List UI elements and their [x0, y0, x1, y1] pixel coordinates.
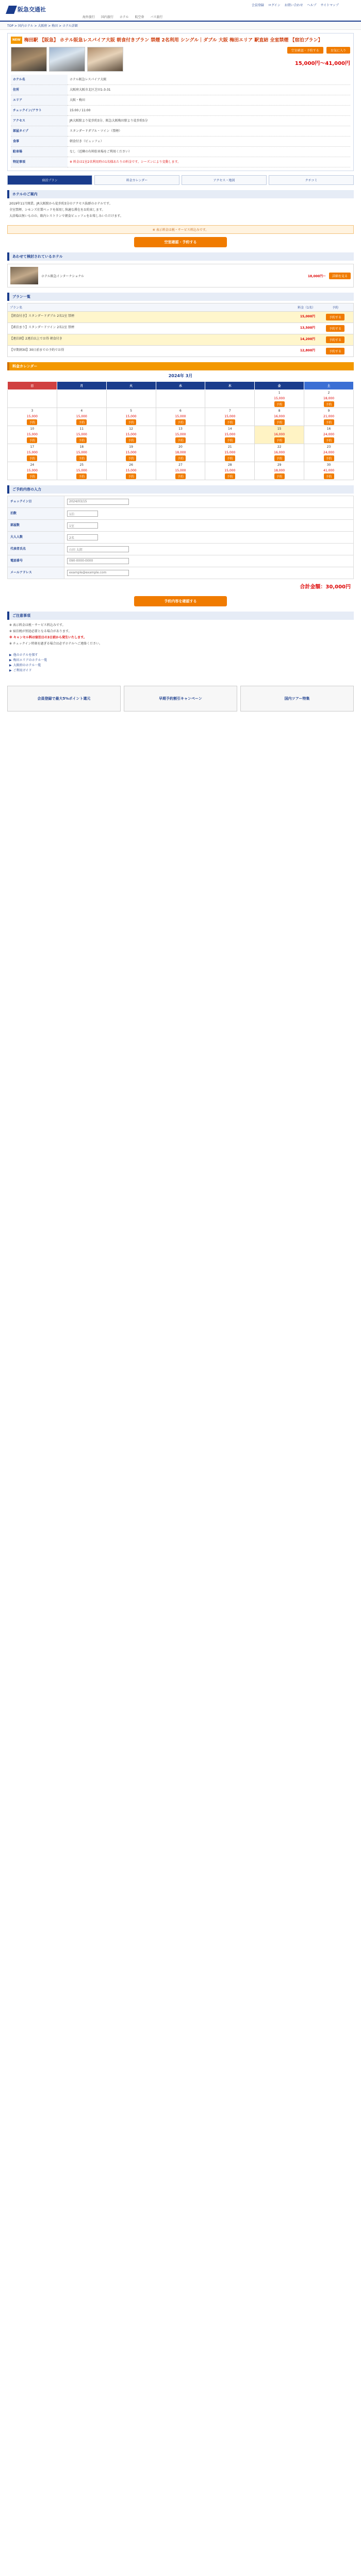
plans-section — [7, 293, 354, 357]
day-price: 15,000 — [224, 433, 236, 436]
plan-name[interactable]: 【素泊まり】スタンダードツイン 2名1室 禁煙 — [10, 326, 74, 329]
calendar-day — [205, 390, 255, 408]
day-book-button[interactable]: 予約 — [225, 419, 235, 425]
plan-name[interactable]: 【早期割30】30日前までの予約でお得 — [10, 348, 64, 352]
plan-price: 15,000円 — [300, 315, 315, 318]
day-number: 11 — [79, 427, 84, 431]
calendar-week — [8, 462, 354, 480]
day-number: 4 — [80, 409, 83, 413]
plan-book-button[interactable]: 予約する — [326, 348, 344, 354]
name-input[interactable]: 山田 太郎 — [67, 546, 129, 552]
hotel-tabs — [7, 175, 354, 185]
plan-row — [7, 323, 354, 334]
calendar-day[interactable] — [57, 462, 106, 480]
day-book-button[interactable]: 予約 — [126, 437, 136, 443]
top-menu-item[interactable]: 国内旅行 — [101, 15, 113, 19]
related-hotel-price: 18,000円～ — [307, 274, 326, 278]
promo-banner[interactable]: 会員登録で最大5%ポイント還元 — [7, 686, 121, 711]
calendar-body — [8, 390, 354, 480]
calendar-day[interactable] — [255, 462, 304, 480]
calendar-week — [8, 444, 354, 462]
day-number: 6 — [179, 409, 182, 413]
day-price: 15,000 — [125, 469, 137, 472]
notes-text: ※ 表示料金は税・サービス料込みです。 ※ 宿泊税が別途必要となる場合があります。 ※ キャンセル料は宿泊日の3日前から発生いたします。 ※ チェックイン時刻を過ぎる場合は必ずホテルへご連絡ください。 — [9, 623, 103, 646]
check-availability-button[interactable]: 空室確認・予約する — [134, 237, 227, 247]
calendar-day[interactable] — [106, 408, 156, 426]
calendar-day[interactable] — [304, 426, 354, 444]
favorite-button[interactable]: お気に入り — [326, 47, 350, 54]
day-book-button[interactable]: 予約 — [76, 455, 87, 461]
calendar-week — [8, 390, 354, 408]
section-heading: あわせて検討されているホテル — [7, 252, 354, 261]
detail-row: 駐車場 なし（近隣の有料駐車場をご利用ください） — [11, 147, 350, 157]
calendar-month: 2024年 3月 — [168, 374, 193, 378]
day-price: 15,000 — [76, 415, 87, 418]
price-calendar — [7, 381, 354, 480]
day-book-button[interactable]: 予約 — [274, 401, 285, 407]
arrow-icon: ▶ — [9, 653, 12, 657]
day-price: 15,000 — [26, 469, 38, 472]
day-number: 18 — [79, 445, 84, 449]
related-link[interactable]: ▶ 梅田エリアのホテル一覧 — [9, 658, 47, 662]
hotel-photo[interactable] — [49, 47, 85, 72]
day-book-button[interactable]: 予約 — [175, 473, 186, 479]
related-section — [7, 252, 354, 287]
header-link[interactable]: ログイン — [268, 4, 281, 7]
notes-section — [7, 612, 354, 675]
day-price: 15,000 — [125, 415, 137, 418]
plan-row — [7, 346, 354, 357]
day-number: 30 — [326, 463, 331, 467]
related-link[interactable]: ▶ ご利用ガイド — [9, 669, 32, 672]
hotel-photo[interactable] — [87, 47, 123, 72]
detail-row: 部屋タイプ スタンダードダブル・ツイン（禁煙） — [11, 126, 350, 137]
day-price: 15,000 — [26, 433, 38, 436]
day-number: 22 — [277, 445, 282, 449]
day-number: 16 — [326, 427, 331, 431]
tab-calendar[interactable]: 料金カレンダー — [94, 175, 179, 185]
day-book-button[interactable]: 予約 — [225, 455, 235, 461]
detail-row: チェックイン/アウト 15:00 / 11:00 — [11, 106, 350, 116]
day-price: 15,000 — [224, 469, 236, 472]
calendar-section — [7, 362, 354, 480]
hotel-title: NEW 梅田駅 【阪急】 ホテル阪急レスパイア大阪 朝食付きプラン 禁煙 2名利用 シングル｜ダブル 大阪 梅田エリア 駅直結 全室禁煙 【宿泊プラン】 — [11, 37, 350, 44]
day-number: 28 — [227, 463, 232, 467]
day-book-button[interactable]: 予約 — [274, 419, 285, 425]
day-book-button[interactable]: 予約 — [76, 473, 87, 479]
day-price: 15,000 — [175, 433, 186, 436]
day-price: 15,000 — [175, 469, 186, 472]
top-menu-item[interactable]: ホテル — [119, 15, 129, 19]
day-price: 15,000 — [26, 451, 38, 454]
about-text: 2019年11月開業。JR大阪駅から徒歩約3分のアクセス抜群のホテルです。 全室禁煙、シモンズ社製ベッドを採用し快適な滞在をお約束します。 大浴場は無いものの、館内レストランで朝食ビュッフェをお楽しみいただけます。 — [9, 202, 123, 218]
day-number: 14 — [227, 427, 232, 431]
day-price: 24,000 — [323, 451, 335, 454]
calendar-day — [156, 390, 205, 408]
day-number: 26 — [129, 463, 133, 467]
price-range: 15,000円～41,000円 — [294, 61, 350, 66]
day-book-button[interactable]: 予約 — [76, 419, 87, 425]
calendar-day[interactable] — [8, 426, 57, 444]
top-menu-item[interactable]: 航空券 — [135, 15, 144, 19]
calendar-day[interactable] — [304, 444, 354, 462]
calendar-day[interactable] — [205, 444, 255, 462]
day-price: 15,000 — [26, 415, 38, 418]
day-book-button[interactable]: 予約 — [324, 401, 334, 407]
arrow-icon: ▶ — [9, 669, 12, 672]
day-price: 15,000 — [76, 433, 87, 436]
calendar-day[interactable] — [156, 426, 205, 444]
top-menu-item[interactable]: 海外旅行 — [83, 15, 95, 19]
book-button[interactable]: 空室確認・予約する — [287, 47, 323, 54]
related-hotel[interactable] — [7, 264, 354, 287]
plan-book-button[interactable]: 予約する — [326, 336, 344, 343]
calendar-day[interactable] — [156, 444, 205, 462]
total-price: 合計金額：30,000円 — [300, 584, 351, 590]
footer-banners — [0, 686, 361, 711]
related-hotel-name: ホテル阪急インターナショナル — [41, 274, 84, 278]
calendar-day[interactable] — [255, 408, 304, 426]
day-number: 5 — [130, 409, 133, 413]
detail-row: 住所 大阪府大阪市北区芝田1-3-31 — [11, 85, 350, 95]
calendar-day[interactable] — [156, 408, 205, 426]
related-link[interactable]: ▶ 他のホテルを探す — [9, 653, 38, 657]
day-book-button[interactable]: 予約 — [274, 437, 285, 443]
calendar-day[interactable] — [304, 408, 354, 426]
site-header — [0, 0, 361, 22]
day-number: 19 — [129, 445, 133, 449]
day-book-button[interactable]: 予約 — [225, 473, 235, 479]
day-price: 24,000 — [323, 433, 335, 436]
tab-reviews[interactable]: クチコミ — [269, 175, 354, 185]
day-price: 16,000 — [274, 451, 285, 454]
calendar-day[interactable] — [8, 462, 57, 480]
breadcrumb[interactable]: TOP > 国内ホテル > 大阪府 > 梅田 > ホテル詳細 — [0, 22, 361, 30]
phone-input[interactable]: 090-0000-0000 — [67, 558, 129, 564]
calendar-day[interactable] — [304, 462, 354, 480]
day-book-button[interactable]: 予約 — [175, 419, 186, 425]
day-number: 29 — [277, 463, 282, 467]
section-heading: ご注意事項 — [7, 612, 354, 620]
day-number: 15 — [277, 427, 282, 431]
plan-row — [7, 312, 354, 323]
calendar-day[interactable] — [8, 408, 57, 426]
calendar-day[interactable] — [156, 462, 205, 480]
day-book-button[interactable]: 予約 — [126, 419, 136, 425]
day-price: 15,000 — [224, 451, 236, 454]
calendar-day[interactable] — [255, 390, 304, 408]
day-number: 3 — [31, 409, 34, 413]
hotel-summary — [7, 33, 354, 171]
calendar-day[interactable] — [106, 462, 156, 480]
booking-section — [7, 485, 354, 606]
section-heading: ホテルのご案内 — [7, 190, 354, 198]
logo-icon — [6, 6, 17, 14]
day-price: 21,000 — [323, 415, 335, 418]
day-price: 15,000 — [125, 433, 137, 436]
hotel-photo[interactable] — [11, 47, 47, 72]
adults-select[interactable]: 2名 — [67, 534, 98, 540]
tab-access[interactable]: アクセス・地図 — [182, 175, 267, 185]
header-link[interactable]: ヘルプ — [307, 4, 317, 7]
day-number: 17 — [30, 445, 35, 449]
arrow-icon: ▶ — [9, 658, 12, 662]
related-hotel-photo — [10, 267, 38, 284]
nights-select[interactable]: 1泊 — [67, 511, 98, 517]
header-link[interactable]: サイトマップ — [320, 4, 339, 7]
detail-row: 特記事項 ※ 料金は1室2名利用時の1名様あたりの料金です。シーズンにより変動します。 — [11, 157, 350, 167]
new-badge: NEW — [11, 37, 22, 44]
calendar-day — [8, 390, 57, 408]
promo-banner[interactable]: 国内ツアー特集 — [240, 686, 354, 711]
day-price: 18,000 — [175, 451, 186, 454]
about-section — [7, 190, 354, 247]
day-book-button[interactable]: 予約 — [324, 473, 334, 479]
confirm-booking-button[interactable]: 予約内容を確認する — [134, 596, 227, 606]
day-number: 27 — [178, 463, 183, 467]
day-number: 25 — [79, 463, 84, 467]
section-heading: プラン一覧 — [7, 293, 354, 301]
section-heading: 料金カレンダー — [7, 362, 354, 370]
hotel-detail-table — [11, 75, 350, 167]
plan-price: 12,800円 — [300, 349, 315, 352]
detail-row: 食事 朝食付き（ビュッフェ） — [11, 137, 350, 147]
day-book-button[interactable]: 予約 — [126, 473, 136, 479]
plan-book-button[interactable]: 予約する — [326, 314, 344, 320]
day-price: 15,000 — [224, 415, 236, 418]
calendar-weekdays: 日 月 火 水 木 金 土 — [8, 382, 354, 390]
calendar-day[interactable] — [8, 444, 57, 462]
related-link[interactable]: ▶ 大阪府のホテル一覧 — [9, 664, 41, 667]
day-number: 21 — [227, 445, 232, 449]
day-price: 15,000 — [274, 397, 285, 400]
calendar-week — [8, 426, 354, 444]
plan-book-button[interactable]: 予約する — [326, 325, 344, 332]
photo-row — [11, 47, 350, 72]
day-book-button[interactable]: 予約 — [225, 437, 235, 443]
day-book-button[interactable]: 予約 — [126, 455, 136, 461]
plan-name[interactable]: 【朝食付き】スタンダードダブル 2名1室 禁煙 — [10, 314, 74, 318]
calendar-week — [8, 408, 354, 426]
day-number: 12 — [129, 427, 133, 431]
day-number: 9 — [327, 409, 330, 413]
day-price: 15,000 — [76, 451, 87, 454]
plan-price: 13,500円 — [300, 326, 315, 330]
day-price: 18,000 — [274, 469, 285, 472]
detail-row: ホテル名 ホテル阪急レスパイア大阪 — [11, 75, 350, 85]
related-links — [7, 651, 354, 675]
day-number: 7 — [228, 409, 231, 413]
detail-row: エリア 大阪・梅田 — [11, 95, 350, 106]
promo-banner[interactable]: 早期予約割引キャンペーン — [124, 686, 237, 711]
calendar-day[interactable] — [304, 390, 354, 408]
calendar-day[interactable] — [106, 426, 156, 444]
related-hotel-button[interactable]: 詳細を見る — [329, 273, 351, 279]
day-number: 8 — [278, 409, 281, 413]
day-number: 1 — [278, 391, 281, 395]
header-link[interactable]: 会員登録 — [252, 4, 265, 7]
day-price: 15,000 — [175, 415, 186, 418]
day-book-button[interactable]: 予約 — [274, 473, 285, 479]
header-link[interactable]: お問い合わせ — [284, 4, 303, 7]
plan-row — [7, 334, 354, 346]
main-content — [0, 30, 361, 675]
day-book-button[interactable]: 予約 — [76, 437, 87, 443]
calendar-day[interactable] — [57, 426, 106, 444]
booking-form: チェックイン日 2024/03/15 泊数 1泊 部屋数 1室 大人人数 2名 代表者氏名 山田 太郎 電話番号 090-0000-0000 メールアドレス example@example.com — [7, 496, 354, 579]
rooms-select[interactable]: 1室 — [67, 522, 98, 529]
day-book-button[interactable]: 予約 — [274, 455, 285, 461]
email-input[interactable]: example@example.com — [67, 570, 129, 576]
top-menu-item[interactable]: バス旅行 — [150, 15, 163, 19]
top-menu — [83, 14, 168, 19]
price-box — [125, 47, 350, 66]
day-book-button[interactable]: 予約 — [27, 473, 37, 479]
plan-price: 14,200円 — [300, 337, 315, 341]
day-number: 23 — [326, 445, 331, 449]
day-number: 13 — [178, 427, 183, 431]
day-price: 15,000 — [125, 451, 137, 454]
site-logo[interactable]: 阪急交通社 — [7, 5, 46, 14]
calendar-day[interactable] — [255, 444, 304, 462]
day-book-button[interactable]: 予約 — [175, 455, 186, 461]
day-price: 18,000 — [323, 397, 335, 400]
day-price: 16,000 — [274, 415, 285, 418]
tab-plans[interactable]: 宿泊プラン — [7, 175, 92, 185]
section-heading: ご予約内容の入力 — [7, 485, 354, 494]
plan-name[interactable]: 【連泊割】2連泊以上でお得 朝食付き — [10, 337, 62, 341]
calendar-day[interactable] — [57, 444, 106, 462]
day-number: 24 — [30, 463, 35, 467]
arrow-icon: ▶ — [9, 664, 12, 667]
day-price: 41,000 — [323, 469, 335, 472]
day-book-button[interactable]: 予約 — [324, 455, 334, 461]
day-book-button[interactable]: 予約 — [27, 419, 37, 425]
plans-header: プラン名 料金（1名） 予約 — [7, 303, 354, 312]
calendar-day — [57, 390, 106, 408]
day-price: 16,000 — [274, 433, 285, 436]
calendar-day[interactable] — [205, 408, 255, 426]
day-book-button[interactable]: 予約 — [175, 437, 186, 443]
calendar-day[interactable] — [57, 408, 106, 426]
day-book-button[interactable]: 予約 — [27, 455, 37, 461]
info-strip: ※ 表示料金は税・サービス料込みです。 — [7, 225, 354, 234]
day-book-button[interactable]: 予約 — [27, 437, 37, 443]
day-price: 15,000 — [76, 469, 87, 472]
day-book-button[interactable]: 予約 — [324, 419, 334, 425]
day-number: 2 — [327, 391, 330, 395]
calendar-day[interactable] — [205, 426, 255, 444]
detail-row: アクセス JR大阪駅より徒歩約3分、阪急大阪梅田駅より徒歩約5分 — [11, 116, 350, 126]
day-number: 20 — [178, 445, 183, 449]
calendar-day[interactable] — [106, 444, 156, 462]
checkin-date-input[interactable]: 2024/03/15 — [67, 499, 129, 505]
calendar-day[interactable] — [205, 462, 255, 480]
day-book-button[interactable]: 予約 — [324, 437, 334, 443]
calendar-day — [106, 390, 156, 408]
day-number: 10 — [30, 427, 35, 431]
header-links — [252, 3, 355, 8]
calendar-day[interactable] — [255, 426, 304, 444]
